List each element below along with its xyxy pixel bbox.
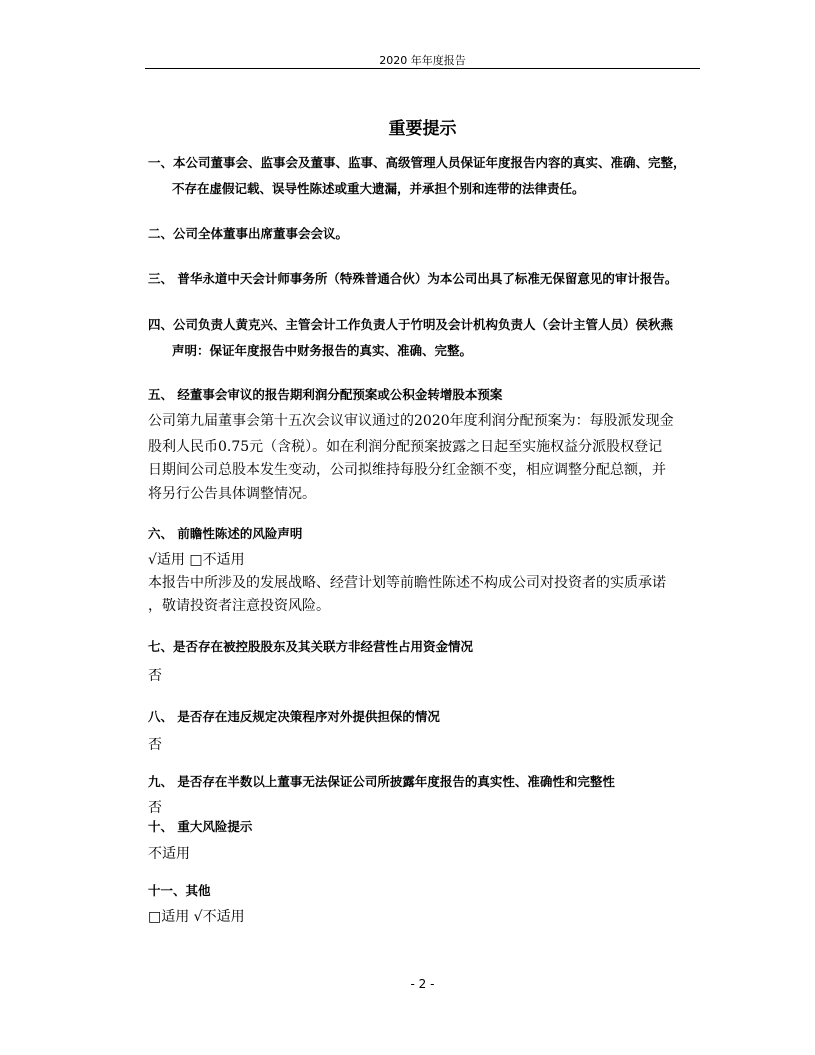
section-10-answer: 不适用 <box>148 846 190 862</box>
section-6-body-line-1: 本报告中所涉及的发展战略、经营计划等前瞻性陈述不构成公司对投资者的实质承诺 <box>148 575 666 591</box>
section-7-answer: 否 <box>148 668 162 684</box>
section-4-heading-line-1: 四、公司负责人黄克兴、主管会计工作负责人于竹明及会计机构负责人（会计主管人员）侯秋燕 <box>148 317 674 332</box>
section-11-heading: 十一、其他 <box>148 883 211 898</box>
section-6-applicability: √适用 □不适用 <box>148 552 245 568</box>
section-2-heading: 二、公司全体董事出席董事会会议。 <box>148 226 349 241</box>
section-6-body-line-2: ，敬请投资者注意投资风险。 <box>148 598 330 614</box>
section-9-answer: 否 <box>148 800 162 816</box>
section-1-heading-line-2: 不存在虚假记载、误导性陈述或重大遗漏，并承担个别和连带的法律责任。 <box>172 181 585 196</box>
header-divider <box>145 68 700 69</box>
section-3-heading: 三、 普华永道中天会计师事务所（特殊普通合伙）为本公司出具了标准无保留意见的审计报告。 <box>148 271 678 286</box>
page-title: 重要提示 <box>388 119 457 139</box>
running-header: 2020 年年度报告 <box>379 54 466 67</box>
section-9-heading: 九、 是否存在半数以上董事无法保证公司所披露年度报告的真实性、准确性和完整性 <box>148 774 615 789</box>
section-5-body-line-1: 公司第九届董事会第十五次会议审议通过的2020年度利润分配预案为：每股派发现金 <box>148 413 674 429</box>
section-5-body-line-4: 将另行公告具体调整情况。 <box>148 486 316 502</box>
section-1-heading-line-1: 一、本公司董事会、监事会及董事、监事、高级管理人员保证年度报告内容的真实、准确、完整， <box>148 155 686 170</box>
section-6-heading: 六、 前瞻性陈述的风险声明 <box>148 526 303 541</box>
section-10-heading: 十、 重大风险提示 <box>148 819 253 834</box>
section-4-heading-line-2: 声明：保证年度报告中财务报告的真实、准确、完整。 <box>172 343 473 358</box>
section-8-heading: 八、 是否存在违反规定决策程序对外提供担保的情况 <box>148 709 440 724</box>
section-5-body-line-2: 股利人民币0.75元（含税）。如在利润分配预案披露之日起至实施权益分派股权登记 <box>148 439 663 455</box>
section-11-applicability: □适用 √不适用 <box>148 909 245 925</box>
section-5-body-line-3: 日期间公司总股本发生变动，公司拟维持每股分红金额不变，相应调整分配总额，并 <box>148 462 666 478</box>
section-8-answer: 否 <box>148 737 162 753</box>
section-5-heading: 五、 经董事会审议的报告期利润分配预案或公积金转增股本预案 <box>148 387 503 402</box>
section-7-heading: 七、是否存在被控股股东及其关联方非经营性占用资金情况 <box>148 639 474 654</box>
page-number: - 2 - <box>410 977 435 991</box>
